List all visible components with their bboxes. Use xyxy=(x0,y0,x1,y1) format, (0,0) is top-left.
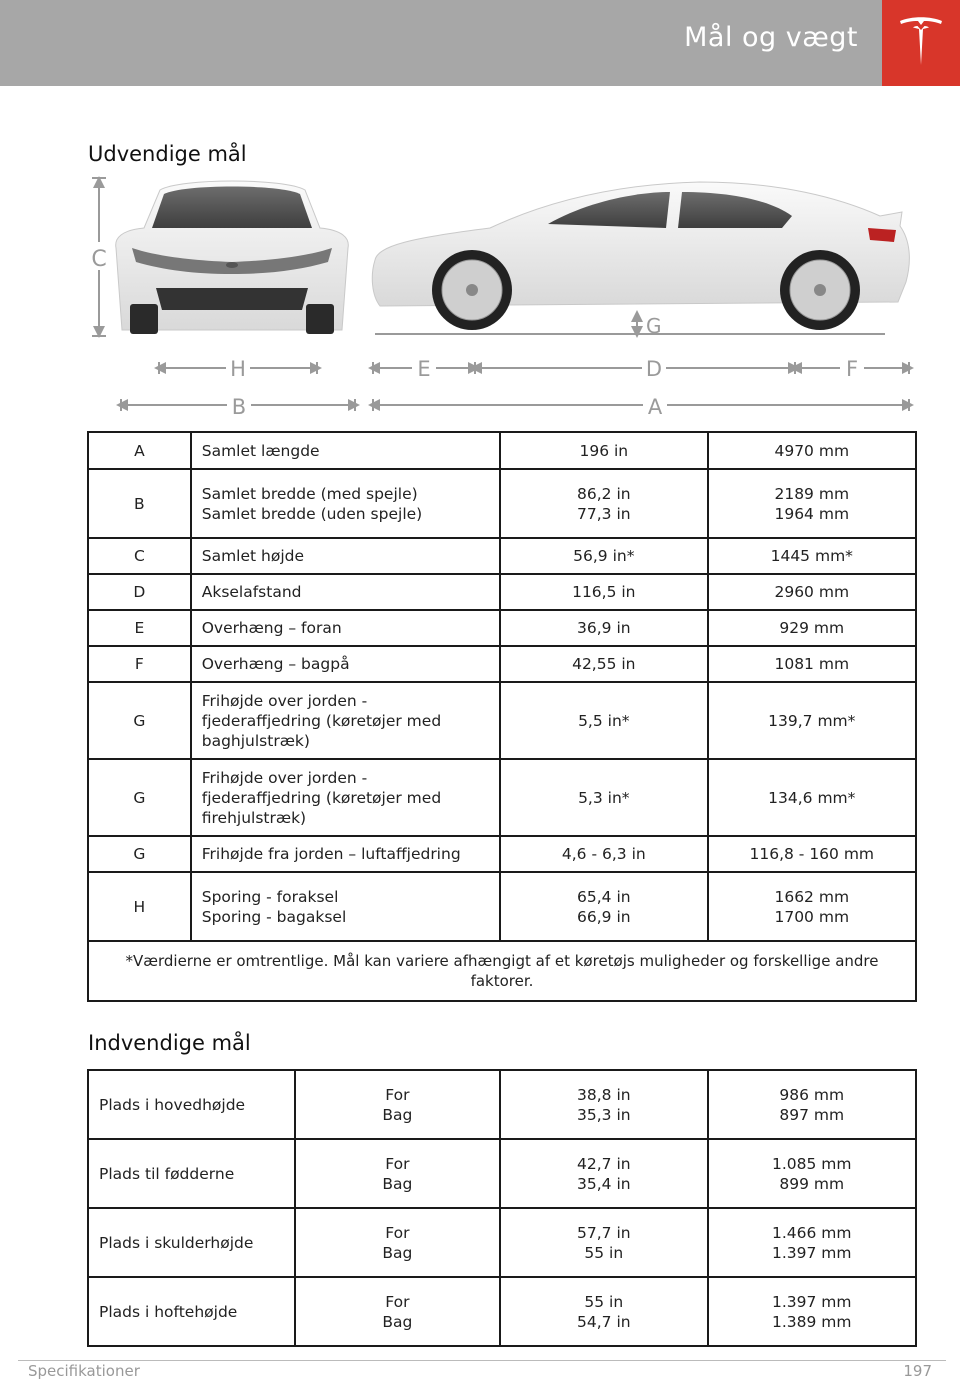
table-row xyxy=(88,1070,916,1139)
table-row xyxy=(88,469,916,538)
seat-position-line: Bag xyxy=(382,1312,413,1331)
value-millimeters-line: 929 mm xyxy=(779,619,845,637)
seat-position-line: Bag xyxy=(382,1243,413,1262)
value-millimeters-line: 4970 mm xyxy=(774,441,850,460)
table-note-row xyxy=(88,941,916,1001)
value-inches-line: 5,5 in* xyxy=(578,711,630,730)
label-c: C xyxy=(91,247,107,272)
seat-position-line: For xyxy=(385,1292,410,1311)
dimension-code: G xyxy=(88,836,191,872)
dimension-description-line: Sporing - foraksel xyxy=(201,887,339,906)
value-millimeters-line: 134,6 mm* xyxy=(768,788,856,807)
value-millimeters-line: 1.085 mm xyxy=(772,1154,852,1173)
dimension-description-line: Frihøjde over jorden - xyxy=(201,691,368,710)
tesla-logo-icon xyxy=(897,15,945,67)
value-inches xyxy=(500,538,707,574)
value-millimeters xyxy=(708,574,916,610)
interior-description: Plads i hoftehøjde xyxy=(88,1277,295,1346)
dimension-code: E xyxy=(88,610,191,646)
label-g: G xyxy=(646,314,662,338)
dimension-description-line: Frihøjde over jorden - xyxy=(201,768,368,787)
table-row xyxy=(88,836,916,872)
seat-position-line: Bag xyxy=(382,1174,413,1193)
table-row xyxy=(88,574,916,610)
label-e: E xyxy=(417,357,431,381)
dimension-description-line: Sporing - bagaksel xyxy=(201,907,347,926)
value-inches xyxy=(500,1139,707,1208)
value-millimeters xyxy=(708,469,916,538)
dimension-code: B xyxy=(88,469,191,538)
value-millimeters-line: 2189 mm xyxy=(774,484,850,503)
footer-section-name: Specifikationer xyxy=(28,1362,140,1380)
value-millimeters-line: 139,7 mm* xyxy=(768,711,856,730)
label-f: F xyxy=(845,357,859,381)
dimension-description-line: Akselafstand xyxy=(201,583,302,601)
page-header xyxy=(0,0,960,86)
exterior-section-title: Udvendige mål xyxy=(88,142,247,166)
interior-description: Plads til fødderne xyxy=(88,1139,295,1208)
value-inches xyxy=(500,1277,707,1346)
value-millimeters-line: 897 mm xyxy=(779,1105,845,1124)
car-front-view xyxy=(116,181,349,334)
label-d: D xyxy=(645,357,663,381)
table-row xyxy=(88,1139,916,1208)
value-millimeters xyxy=(708,1277,916,1346)
table-row xyxy=(88,538,916,574)
label-b: B xyxy=(231,395,247,419)
table-row xyxy=(88,872,916,941)
value-inches xyxy=(500,646,707,682)
value-millimeters xyxy=(708,432,916,469)
value-inches-line: 35,4 in xyxy=(577,1174,631,1193)
value-inches-line: 42,55 in xyxy=(572,655,636,673)
dimension-description xyxy=(191,646,500,682)
seat-position xyxy=(295,1070,500,1139)
dimension-code: D xyxy=(88,574,191,610)
value-millimeters xyxy=(708,538,916,574)
value-inches-line: 66,9 in xyxy=(577,907,631,926)
value-inches-line: 5,3 in* xyxy=(578,788,630,807)
table-row xyxy=(88,1208,916,1277)
value-millimeters xyxy=(708,1070,916,1139)
value-inches-line: 36,9 in xyxy=(577,619,631,637)
seat-position-line: For xyxy=(385,1223,410,1242)
table-row xyxy=(88,646,916,682)
approximation-note: *Værdierne er omtrentlige. Mål kan variere afhængigt af et køretøjs muligheder og forskellige andre faktorer. xyxy=(88,941,916,1001)
seat-position-line: For xyxy=(385,1154,410,1173)
dimension-code: G xyxy=(88,682,191,759)
dimension-description-line: baghjulstræk) xyxy=(201,731,310,750)
dimension-description-line: fjederaffjedring (køretøjer med xyxy=(201,711,442,730)
value-millimeters-line: 1964 mm xyxy=(774,504,850,523)
dimension-code: A xyxy=(88,432,191,469)
value-millimeters-line: 2960 mm xyxy=(774,583,850,601)
value-inches xyxy=(500,1070,707,1139)
dimension-description xyxy=(191,682,500,759)
value-inches xyxy=(500,469,707,538)
label-h: H xyxy=(230,357,246,381)
value-inches-line: 65,4 in xyxy=(577,887,631,906)
dimension-description-line: firehjulstræk) xyxy=(201,808,307,827)
value-millimeters-line: 1.466 mm xyxy=(772,1223,852,1242)
value-millimeters-line: 1700 mm xyxy=(774,907,850,926)
table-row xyxy=(88,682,916,759)
value-inches-line: 77,3 in xyxy=(577,504,631,523)
table-row xyxy=(88,610,916,646)
footer-divider xyxy=(18,1360,946,1361)
value-inches xyxy=(500,1208,707,1277)
value-millimeters-line: 1081 mm xyxy=(774,655,850,673)
value-inches-line: 55 in xyxy=(584,1292,624,1311)
interior-description: Plads i skulderhøjde xyxy=(88,1208,295,1277)
dimension-description-line: Overhæng – foran xyxy=(201,619,342,637)
value-inches xyxy=(500,872,707,941)
value-inches xyxy=(500,759,707,836)
value-millimeters-line: 1.397 mm xyxy=(772,1243,852,1262)
value-inches-line: 4,6 - 6,3 in xyxy=(561,845,646,863)
dimension-description-line: Samlet bredde (med spejle) xyxy=(201,484,418,503)
dimension-description xyxy=(191,469,500,538)
table-row xyxy=(88,1277,916,1346)
value-millimeters-line: 986 mm xyxy=(779,1085,845,1104)
value-inches xyxy=(500,610,707,646)
value-inches-line: 55 in xyxy=(584,1243,624,1262)
dimension-code: G xyxy=(88,759,191,836)
table-row xyxy=(88,759,916,836)
page-title: Mål og vægt xyxy=(684,22,858,53)
value-millimeters-line: 116,8 - 160 mm xyxy=(749,845,875,863)
dimension-description xyxy=(191,759,500,836)
dimension-description-line: Overhæng – bagpå xyxy=(201,655,350,673)
value-millimeters xyxy=(708,610,916,646)
value-millimeters xyxy=(708,1139,916,1208)
dimension-code: H xyxy=(88,872,191,941)
interior-description: Plads i hovedhøjde xyxy=(88,1070,295,1139)
value-millimeters xyxy=(708,872,916,941)
value-inches-line: 35,3 in xyxy=(577,1105,631,1124)
car-dimension-diagram xyxy=(80,170,920,420)
dimension-code: F xyxy=(88,646,191,682)
value-millimeters xyxy=(708,682,916,759)
interior-section-title: Indvendige mål xyxy=(88,1031,251,1055)
dimension-description xyxy=(191,610,500,646)
value-inches-line: 38,8 in xyxy=(577,1085,631,1104)
dimension-description-line: Samlet højde xyxy=(201,547,305,565)
value-inches-line: 116,5 in xyxy=(572,583,636,601)
dimension-description-line: Samlet længde xyxy=(201,441,320,460)
dimension-description xyxy=(191,574,500,610)
dimension-description xyxy=(191,538,500,574)
dimension-description-line: fjederaffjedring (køretøjer med xyxy=(201,788,442,807)
seat-position xyxy=(295,1208,500,1277)
dimension-description xyxy=(191,836,500,872)
value-inches xyxy=(500,836,707,872)
value-inches-line: 54,7 in xyxy=(577,1312,631,1331)
brand-logo xyxy=(882,0,960,86)
value-inches-line: 56,9 in* xyxy=(573,547,635,565)
value-millimeters xyxy=(708,759,916,836)
value-millimeters xyxy=(708,836,916,872)
exterior-dimensions-table xyxy=(87,431,917,1002)
interior-dimensions-table xyxy=(87,1069,917,1347)
car-side-view xyxy=(372,182,909,330)
value-inches xyxy=(500,682,707,759)
value-inches xyxy=(500,432,707,469)
seat-position xyxy=(295,1277,500,1346)
label-a: A xyxy=(647,395,663,419)
value-inches-line: 196 in xyxy=(579,441,629,460)
value-inches xyxy=(500,574,707,610)
value-millimeters-line: 1.389 mm xyxy=(772,1312,852,1331)
value-millimeters-line: 899 mm xyxy=(779,1174,845,1193)
dimension-code: C xyxy=(88,538,191,574)
page-number: 197 xyxy=(903,1362,932,1380)
dimension-description xyxy=(191,432,500,469)
seat-position-line: For xyxy=(385,1085,410,1104)
value-inches-line: 86,2 in xyxy=(577,484,631,503)
value-inches-line: 42,7 in xyxy=(577,1154,631,1173)
dimension-description xyxy=(191,872,500,941)
seat-position xyxy=(295,1139,500,1208)
dimension-description-line: Frihøjde fra jorden – luftaffjedring xyxy=(201,845,461,863)
value-millimeters xyxy=(708,1208,916,1277)
table-row xyxy=(88,432,916,469)
value-inches-line: 57,7 in xyxy=(577,1223,631,1242)
dimension-description-line: Samlet bredde (uden spejle) xyxy=(201,504,423,523)
value-millimeters-line: 1.397 mm xyxy=(772,1292,852,1311)
value-millimeters xyxy=(708,646,916,682)
seat-position-line: Bag xyxy=(382,1105,413,1124)
value-millimeters-line: 1662 mm xyxy=(774,887,850,906)
value-millimeters-line: 1445 mm* xyxy=(770,547,853,565)
